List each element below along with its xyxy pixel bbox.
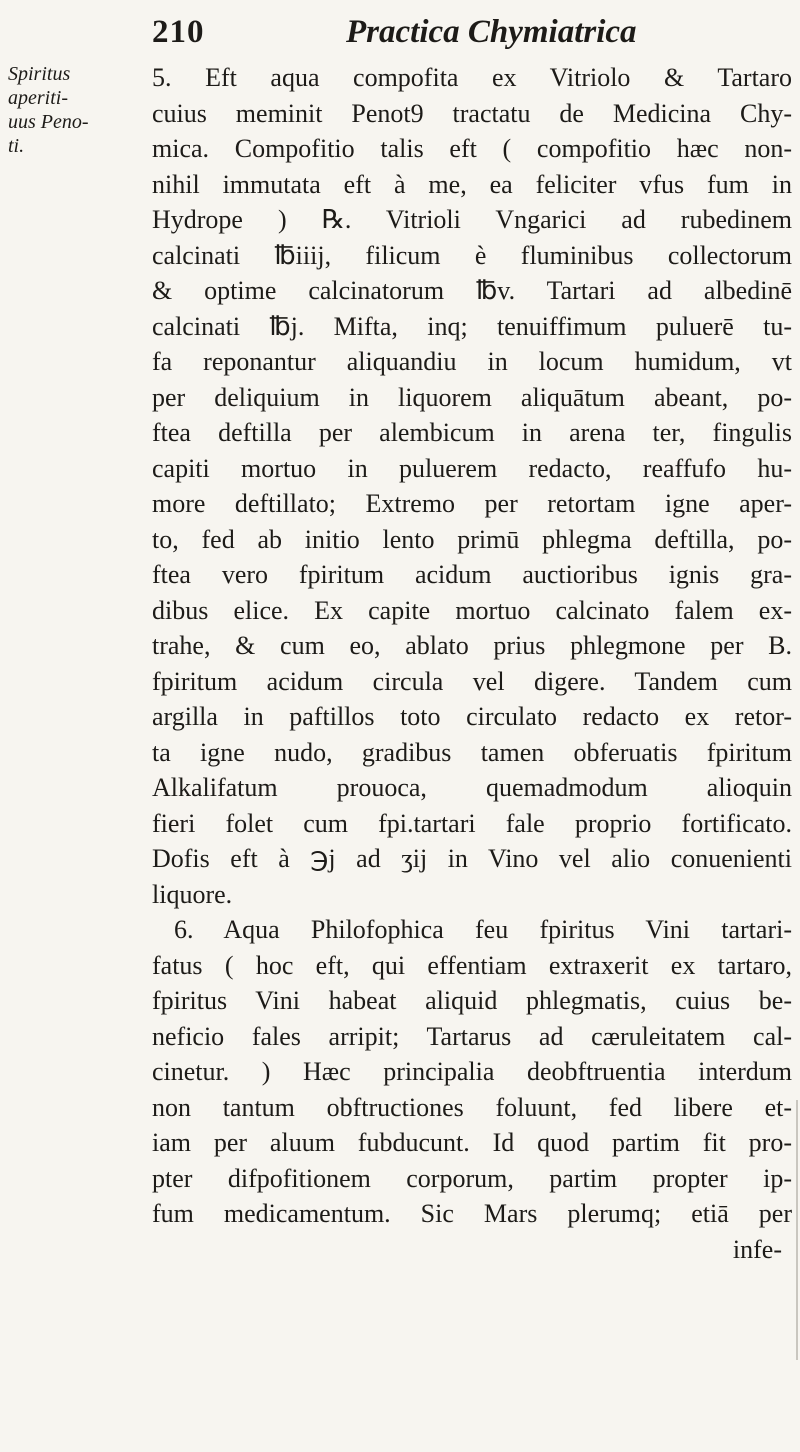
- text-line: calcinati ℔j. Mifta, inq; tenuiffimum puluerē tu-: [152, 311, 792, 341]
- text-line: fum medicamentum. Sic Mars plerumq; etiā per: [152, 1199, 792, 1228]
- text-line: Dofis eft à ℈j ad ʒij in Vino vel alio conuenienti: [152, 844, 792, 873]
- text-line: fpiritus Vini habeat aliquid phlegmatis, cuius be-: [152, 986, 792, 1015]
- text-line: 5. Eft aqua compofita ex Vitriolo & Tartaro: [152, 63, 792, 92]
- text-line: ta igne nudo, gradibus tamen obferuatis fpiritum: [152, 737, 792, 767]
- text-line: cinetur. ) Hæc principalia deobftruentia interdum: [152, 1057, 792, 1086]
- margin-note-line: aperiti-: [8, 87, 68, 109]
- text-line: ftea vero fpiritum acidum auctioribus ignis gra-: [152, 560, 792, 589]
- body-text: [152, 60, 792, 1267]
- text-line: fieri folet cum fpi.tartari fale proprio fortificato.: [152, 808, 792, 838]
- text-line: to, fed ab initio lento primū phlegma deftilla, po-: [152, 524, 792, 554]
- text-line: calcinati ℔iiij, filicum è fluminibus collectorum: [152, 240, 792, 270]
- text-line: liquore.: [152, 879, 233, 909]
- text-line: nihil immutata eft à me, ea feliciter vfus fum in: [152, 169, 792, 199]
- text-line: fpiritum acidum circula vel digere. Tandem cum: [152, 666, 792, 696]
- running-title: Practica Chymiatrica: [346, 14, 637, 50]
- text-line: Hydrope ) ℞. Vitrioli Vngarici ad rubedinem: [152, 205, 792, 234]
- text-line: & optime calcinatorum ℔v. Tartari ad albedinē: [152, 276, 792, 305]
- margin-note-line: Spiritus: [8, 63, 71, 85]
- text-line: fa reponantur aliquandiu in locum humidum, vt: [152, 347, 792, 376]
- text-line: dibus elice. Ex capite mortuo calcinato falem ex-: [152, 595, 792, 625]
- margin-note: [8, 62, 92, 158]
- catchword: infe-: [732, 1234, 782, 1264]
- page-header: [0, 14, 800, 54]
- text-line: 6. Aqua Philofophica feu fpiritus Vini tartari-: [174, 915, 792, 944]
- margin-note-line: uus Peno-: [8, 111, 89, 133]
- page-number: 210: [152, 14, 205, 50]
- text-line: capiti mortuo in puluerem redacto, reaffufo hu-: [152, 453, 792, 483]
- text-line: neficio fales arripit; Tartarus ad cæruleitatem cal-: [152, 1021, 792, 1051]
- text-line: fatus ( hoc eft, qui effentiam extraxerit ex tartaro,: [152, 950, 792, 980]
- text-line: mica. Compofitio talis eft ( compofitio hæc non-: [152, 134, 792, 163]
- text-line: per deliquium in liquorem aliquātum abeant, po-: [152, 382, 792, 412]
- text-line: more deftillato; Extremo per retortam igne aper-: [152, 489, 792, 518]
- text-line: non tantum obftructiones foluunt, fed libere et-: [152, 1092, 792, 1122]
- text-line: cuius meminit Penot9 tractatu de Medicina Chy-: [152, 98, 792, 128]
- text-line: pter difpofitionem corporum, partim propter ip-: [152, 1163, 792, 1193]
- text-line: ftea deftilla per alembicum in arena ter, fingulis: [152, 418, 792, 447]
- text-line: trahe, & cum eo, ablato prius phlegmone per B.: [152, 631, 792, 660]
- text-line: Alkalifatum prouoca, quemadmodum alioquin: [152, 773, 792, 802]
- text-line: argilla in paftillos toto circulato redacto ex retor-: [152, 702, 792, 731]
- text-line: iam per aluum fubducunt. Id quod partim fit pro-: [152, 1128, 792, 1157]
- margin-note-line: ti.: [8, 135, 25, 157]
- page-edge-shadow: [796, 1100, 798, 1360]
